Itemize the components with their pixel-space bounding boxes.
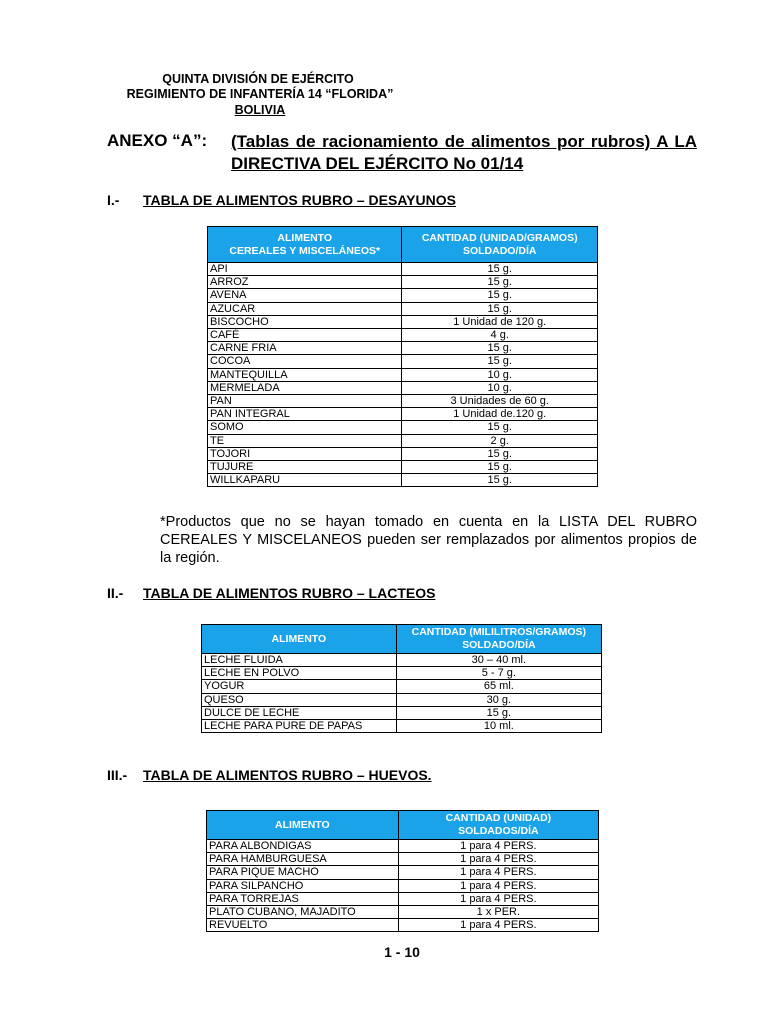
quantity-cell: 1 Unidad de.120 g. <box>402 408 598 421</box>
food-item-cell: SOMO <box>208 421 402 434</box>
quantity-cell: 5 - 7 g. <box>396 667 601 680</box>
table-row <box>202 680 602 693</box>
table-row <box>202 654 602 667</box>
col-header-cantidad: CANTIDAD (MILILITROS/GRAMOS) SOLDADO/DÍA <box>396 625 601 654</box>
col-header-alimento: ALIMENTO <box>202 625 397 654</box>
food-item-cell: CARNE FRIA <box>208 342 402 355</box>
quantity-cell: 15 g. <box>402 342 598 355</box>
table-row <box>208 447 598 460</box>
quantity-cell: 1 para 4 PERS. <box>398 879 598 892</box>
table-row <box>208 461 598 474</box>
header-regiment: REGIMIENTO DE INFANTERÍA 14 “FLORIDA” <box>126 87 394 101</box>
table-row <box>208 263 598 276</box>
table-row <box>208 315 598 328</box>
table-row <box>208 276 598 289</box>
food-item-cell: DULCE DE LECHE <box>202 706 397 719</box>
table-row <box>208 434 598 447</box>
quantity-cell: 15 g. <box>396 706 601 719</box>
food-item-cell: TUJURE <box>208 461 402 474</box>
table-row <box>208 342 598 355</box>
col-header-cantidad: CANTIDAD (UNIDAD) SOLDADOS/DÍA <box>398 811 598 840</box>
food-item-cell: WILLKAPARU <box>208 474 402 487</box>
quantity-cell: 15 g. <box>402 302 598 315</box>
food-item-cell: REVUELTO <box>207 919 399 932</box>
food-item-cell: MERMELADA <box>208 381 402 394</box>
quantity-cell: 3 Unidades de 60 g. <box>402 395 598 408</box>
food-item-cell: CAFÉ <box>208 329 402 342</box>
food-item-cell: PARA PIQUE MACHO <box>207 866 399 879</box>
food-item-cell: LECHE FLUIDA <box>202 654 397 667</box>
quantity-cell: 15 g. <box>402 447 598 460</box>
food-item-cell: AVENA <box>208 289 402 302</box>
section-3-title: TABLA DE ALIMENTOS RUBRO – HUEVOS. <box>143 767 432 783</box>
section-2-number: II.- <box>107 585 124 601</box>
food-item-cell: PLATO CUBANO, MAJADITO <box>207 906 399 919</box>
food-item-cell: PAN <box>208 395 402 408</box>
table-row <box>207 853 599 866</box>
table-row <box>208 421 598 434</box>
table-row <box>202 693 602 706</box>
food-item-cell: PARA ALBONDIGAS <box>207 840 399 853</box>
quantity-cell: 4 g. <box>402 329 598 342</box>
food-item-cell: BISCOCHO <box>208 315 402 328</box>
quantity-cell: 1 para 4 PERS. <box>398 853 598 866</box>
food-item-cell: TE <box>208 434 402 447</box>
quantity-cell: 1 para 4 PERS. <box>398 919 598 932</box>
quantity-cell: 1 para 4 PERS. <box>398 892 598 905</box>
table-row <box>202 706 602 719</box>
food-item-cell: LECHE PARA PURE DE PAPAS <box>202 720 397 733</box>
section-3-number: III.- <box>107 767 128 783</box>
anexo-title: (Tablas de racionamiento de alimentos por rubros) A LA DIRECTIVA DEL EJÉRCITO No 01/14 <box>231 132 697 173</box>
quantity-cell: 15 g. <box>402 461 598 474</box>
table-row <box>202 667 602 680</box>
food-item-cell: YOGUR <box>202 680 397 693</box>
table-row <box>208 329 598 342</box>
table-row <box>207 840 599 853</box>
food-item-cell: PARA HAMBURGUESA <box>207 853 399 866</box>
table-row <box>207 919 599 932</box>
food-item-cell: AZUCAR <box>208 302 402 315</box>
food-item-cell: ARROZ <box>208 276 402 289</box>
section-1-heading <box>107 192 456 208</box>
food-item-cell: PARA TORREJAS <box>207 892 399 905</box>
quantity-cell: 15 g. <box>402 289 598 302</box>
quantity-cell: 2 g. <box>402 434 598 447</box>
quantity-cell: 1 Unidad de 120 g. <box>402 315 598 328</box>
quantity-cell: 10 g. <box>402 368 598 381</box>
section-1-note: *Productos que no se hayan tomado en cuenta en la LISTA DEL RUBRO CEREALES Y MISCELANEOS pueden ser remplazados por alimentos propios de la región. <box>160 514 697 566</box>
table-row <box>207 866 599 879</box>
quantity-cell: 30 g. <box>396 693 601 706</box>
food-item-cell: LECHE EN POLVO <box>202 667 397 680</box>
table-row <box>208 474 598 487</box>
table-row <box>208 381 598 394</box>
col-header-alimento: ALIMENTO <box>207 811 399 840</box>
header-country: BOLIVIA <box>234 103 286 117</box>
quantity-cell: 15 g. <box>402 263 598 276</box>
food-item-cell: QUESO <box>202 693 397 706</box>
food-item-cell: API <box>208 263 402 276</box>
table-row <box>208 368 598 381</box>
table-row <box>208 302 598 315</box>
food-item-cell: COCOA <box>208 355 402 368</box>
quantity-cell: 15 g. <box>402 355 598 368</box>
table-desayunos <box>207 226 598 487</box>
table-row <box>208 289 598 302</box>
food-item-cell: TOJORI <box>208 447 402 460</box>
table-row <box>207 892 599 905</box>
quantity-cell: 1 para 4 PERS. <box>398 840 598 853</box>
table-huevos <box>206 810 599 932</box>
table-row <box>208 355 598 368</box>
table-row <box>208 408 598 421</box>
table-row <box>208 395 598 408</box>
quantity-cell: 1 para 4 PERS. <box>398 866 598 879</box>
table-row <box>202 720 602 733</box>
col-header-alimento: ALIMENTO CEREALES Y MISCELÁNEOS* <box>208 227 402 263</box>
quantity-cell: 30 – 40 ml. <box>396 654 601 667</box>
section-1-title: TABLA DE ALIMENTOS RUBRO – DESAYUNOS <box>143 192 456 208</box>
quantity-cell: 15 g. <box>402 421 598 434</box>
table-lacteos <box>201 624 602 733</box>
food-item-cell: PARA SILPANCHO <box>207 879 399 892</box>
section-2-heading <box>107 585 435 601</box>
col-header-cantidad: CANTIDAD (UNIDAD/GRAMOS) SOLDADO/DÍA <box>402 227 598 263</box>
section-3-heading <box>107 767 432 783</box>
quantity-cell: 1 x PER. <box>398 906 598 919</box>
food-item-cell: MANTEQUILLA <box>208 368 402 381</box>
section-1-number: I.- <box>107 192 120 208</box>
header-division: QUINTA DIVISIÓN DE EJÉRCITO <box>162 72 354 86</box>
page-number: 1 - 10 <box>384 944 420 960</box>
quantity-cell: 15 g. <box>402 474 598 487</box>
quantity-cell: 65 ml. <box>396 680 601 693</box>
food-item-cell: PAN INTEGRAL <box>208 408 402 421</box>
quantity-cell: 15 g. <box>402 276 598 289</box>
quantity-cell: 10 g. <box>402 381 598 394</box>
table-row <box>207 879 599 892</box>
section-2-title: TABLA DE ALIMENTOS RUBRO – LACTEOS <box>143 585 436 601</box>
anexo-label: ANEXO “A”: <box>107 131 208 150</box>
quantity-cell: 10 ml. <box>396 720 601 733</box>
table-row <box>207 906 599 919</box>
